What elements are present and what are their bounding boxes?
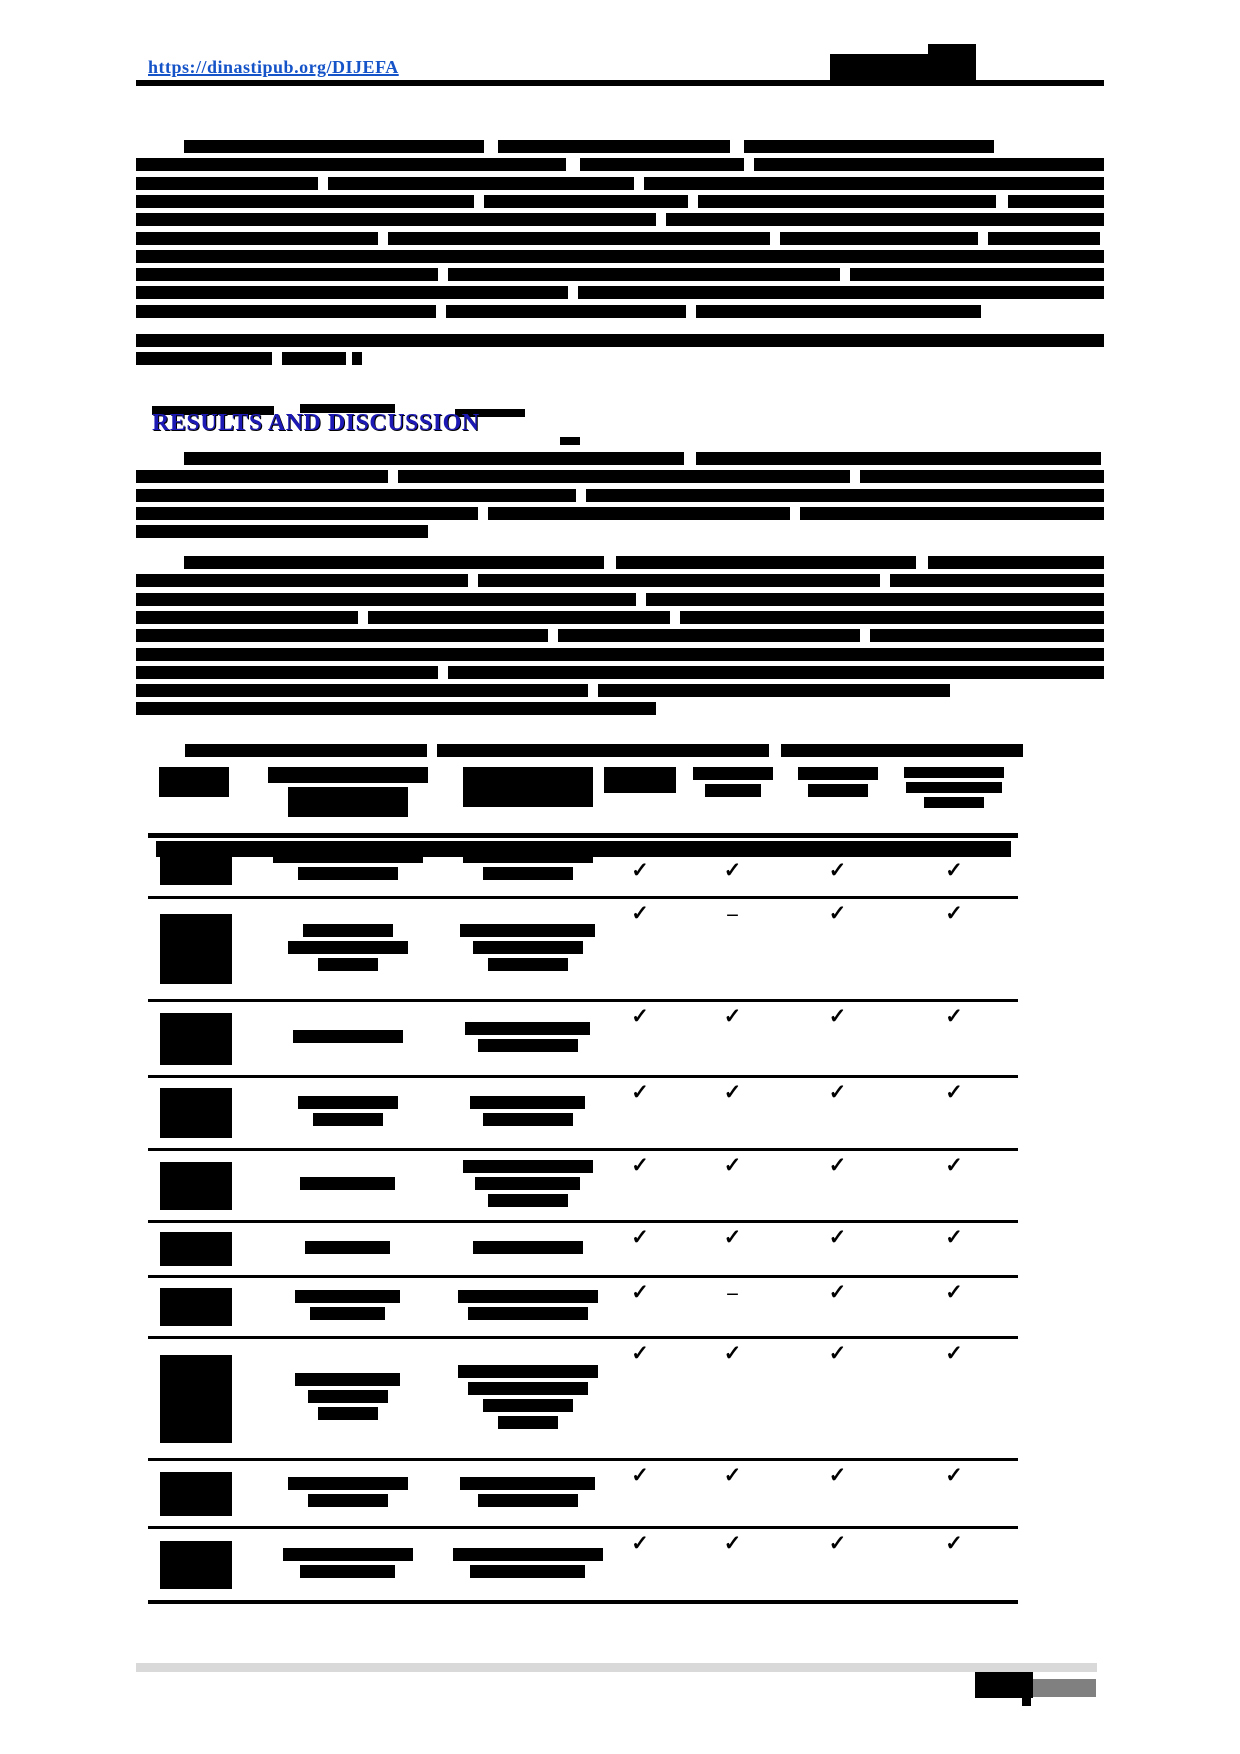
table-horizontal-rule [148, 1600, 1018, 1604]
table-cell-redaction [318, 1407, 378, 1420]
table-cell-redaction [293, 1030, 403, 1043]
check-mark: ✓ [631, 1153, 649, 1177]
check-mark: ✓ [723, 1004, 742, 1028]
check-mark: ✓ [723, 1080, 742, 1104]
table-cell-redaction [458, 1365, 598, 1378]
table-horizontal-rule [148, 1275, 1018, 1278]
table-cell-redaction [288, 941, 408, 954]
table-cell-redaction [483, 1399, 573, 1412]
table-cell-redaction [488, 958, 568, 971]
dash-mark: – [727, 901, 738, 925]
check-mark: ✓ [828, 1531, 847, 1555]
table-cell-redaction [160, 1232, 232, 1266]
page-number-redaction [975, 1672, 1033, 1698]
page-number-redaction-tail [1022, 1697, 1031, 1706]
table-cell-redaction [318, 958, 378, 971]
check-mark: ✓ [945, 1280, 963, 1304]
table-header-redaction [798, 767, 878, 780]
table-cell-redaction [300, 1177, 395, 1190]
check-mark: ✓ [723, 1531, 742, 1555]
table-cell-redaction [458, 1290, 598, 1303]
table-header-redaction [159, 767, 229, 797]
check-mark: ✓ [631, 1341, 649, 1365]
check-mark: ✓ [631, 1080, 649, 1104]
check-mark: ✓ [631, 1280, 649, 1304]
table-cell-redaction [288, 1477, 408, 1490]
table-cell-redaction [160, 1472, 232, 1516]
check-mark: ✓ [945, 1153, 963, 1177]
table-horizontal-rule [148, 833, 1018, 838]
check-mark: ✓ [828, 1463, 847, 1487]
table-cell-redaction [460, 924, 595, 937]
check-mark: ✓ [945, 858, 963, 882]
table-cell-redaction [160, 849, 232, 885]
check-mark: ✓ [945, 1341, 963, 1365]
table-cell-redaction [483, 867, 573, 880]
footer-divider-bar [136, 1663, 1097, 1672]
table-header-redaction [906, 782, 1002, 793]
check-mark: ✓ [945, 1080, 963, 1104]
comparison-table [136, 0, 1104, 1754]
check-mark: ✓ [828, 858, 847, 882]
page-number-badge [1033, 1679, 1096, 1697]
table-cell-redaction [473, 1241, 583, 1254]
table-cell-redaction [498, 1416, 558, 1429]
table-cell-redaction [313, 1113, 383, 1126]
table-cell-redaction [298, 867, 398, 880]
table-cell-redaction [470, 1565, 585, 1578]
table-cell-redaction [160, 1013, 232, 1065]
table-cell-redaction [160, 1088, 232, 1138]
check-mark: ✓ [828, 1280, 847, 1304]
table-horizontal-rule [148, 1458, 1018, 1461]
table-header-redaction [924, 797, 984, 808]
check-mark: ✓ [631, 1463, 649, 1487]
table-cell-redaction [463, 1160, 593, 1173]
table-cell-redaction [160, 914, 232, 984]
check-mark: ✓ [723, 1225, 742, 1249]
table-horizontal-rule [148, 1148, 1018, 1151]
table-header-redaction [705, 784, 761, 797]
table-cell-redaction [303, 924, 393, 937]
check-mark: ✓ [828, 1004, 847, 1028]
table-cell-redaction [308, 1390, 388, 1403]
check-mark: ✓ [828, 1080, 847, 1104]
table-cell-redaction [465, 1022, 590, 1035]
check-mark: ✓ [631, 901, 649, 925]
table-horizontal-rule [148, 1336, 1018, 1339]
check-mark: ✓ [631, 1004, 649, 1028]
table-header-redaction [693, 767, 773, 780]
table-cell-redaction [160, 1355, 232, 1443]
check-mark: ✓ [828, 1225, 847, 1249]
table-cell-redaction [478, 1494, 578, 1507]
table-header-redaction [288, 787, 408, 817]
table-header-redaction [904, 767, 1004, 778]
check-mark: ✓ [828, 1341, 847, 1365]
check-mark: ✓ [723, 1341, 742, 1365]
table-header-redaction [604, 767, 676, 793]
table-cell-redaction [305, 1241, 390, 1254]
table-header-redaction [268, 767, 428, 783]
table-horizontal-rule [148, 896, 1018, 899]
check-mark: ✓ [828, 1153, 847, 1177]
check-mark: ✓ [631, 1225, 649, 1249]
table-cell-redaction [473, 941, 583, 954]
check-mark: ✓ [631, 1531, 649, 1555]
check-mark: ✓ [631, 858, 649, 882]
table-cell-redaction [160, 1162, 232, 1210]
section-heading-results: RESULTS AND DISCUSSION [152, 410, 480, 436]
table-cell-redaction [470, 1096, 585, 1109]
table-cell-redaction [468, 1307, 588, 1320]
table-horizontal-rule [148, 1220, 1018, 1223]
dash-mark: – [727, 1280, 738, 1304]
check-mark: ✓ [945, 1531, 963, 1555]
check-mark: ✓ [723, 858, 742, 882]
journal-url-link[interactable]: https://dinastipub.org/DIJEFA [148, 57, 399, 77]
table-cell-redaction [478, 1039, 578, 1052]
table-cell-redaction [475, 1177, 580, 1190]
check-mark: ✓ [945, 1225, 963, 1249]
check-mark: ✓ [945, 901, 963, 925]
check-mark: ✓ [945, 1004, 963, 1028]
table-cell-redaction [308, 1494, 388, 1507]
table-cell-redaction [310, 1307, 385, 1320]
table-cell-redaction [160, 1541, 232, 1589]
check-mark: ✓ [723, 1463, 742, 1487]
table-horizontal-rule [148, 1075, 1018, 1078]
table-cell-redaction [488, 1194, 568, 1207]
table-header-redaction [463, 767, 593, 807]
table-horizontal-rule [148, 999, 1018, 1002]
check-mark: ✓ [945, 1463, 963, 1487]
table-cell-redaction [298, 1096, 398, 1109]
table-cell-redaction [295, 1373, 400, 1386]
check-mark: ✓ [828, 901, 847, 925]
table-cell-redaction [463, 850, 593, 863]
table-cell-redaction [453, 1548, 603, 1561]
table-header-redaction [808, 784, 868, 797]
check-mark: ✓ [723, 1153, 742, 1177]
table-horizontal-rule [148, 1526, 1018, 1529]
table-cell-redaction [468, 1382, 588, 1395]
table-cell-redaction [160, 1288, 232, 1326]
table-cell-redaction [273, 850, 423, 863]
table-cell-redaction [283, 1548, 413, 1561]
table-cell-redaction [483, 1113, 573, 1126]
table-cell-redaction [300, 1565, 395, 1578]
table-cell-redaction [295, 1290, 400, 1303]
table-cell-redaction [460, 1477, 595, 1490]
